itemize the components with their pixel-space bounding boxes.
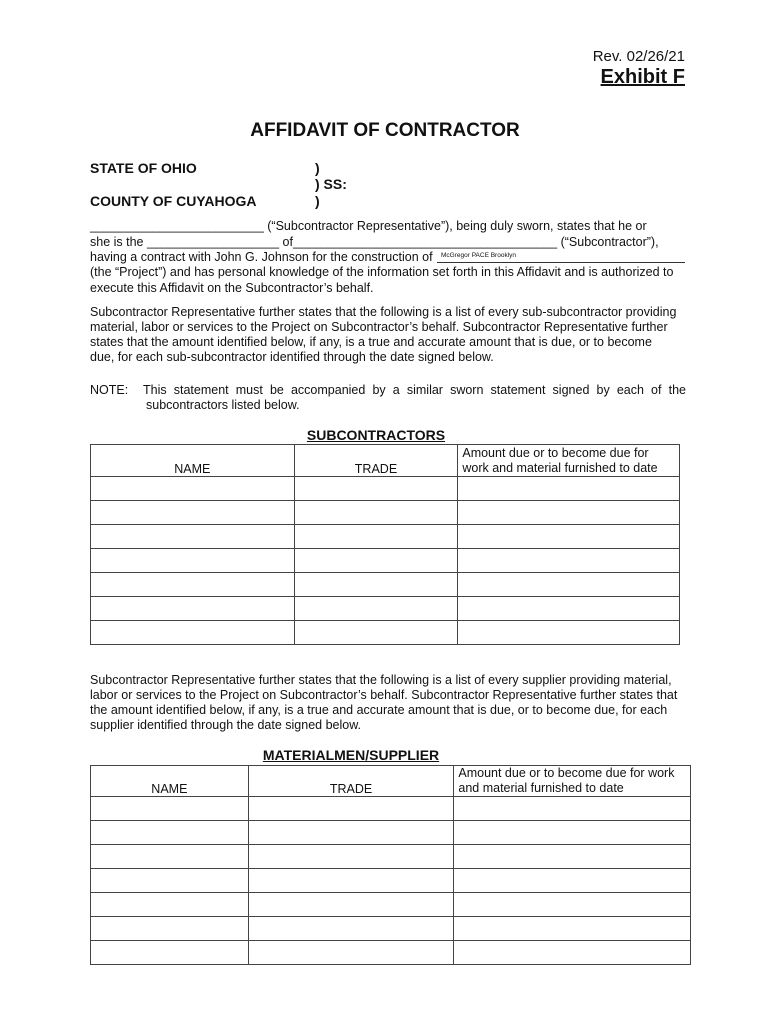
p1-line-1: Subcontractor Representative further states that the following is a list of every sub-subcontractor providing [90,305,677,319]
note-line-1: This statement must be accompanied by a similar sworn statement signed by each of the [143,383,686,397]
amount-cell[interactable] [458,477,680,501]
amount-cell[interactable] [458,501,680,525]
table-row [91,573,680,597]
trade-cell[interactable] [294,525,458,549]
table-row [91,845,691,869]
table-row [91,893,691,917]
p2-line-3: the amount identified below, if any, is a true and accurate amount that is due, or to become due, for each [90,703,668,717]
name-cell[interactable] [91,917,249,941]
trade-cell[interactable] [248,821,454,845]
trade-cell[interactable] [248,917,454,941]
amount-cell[interactable] [458,525,680,549]
trade-cell[interactable] [248,797,454,821]
document-title: AFFIDAVIT OF CONTRACTOR [250,120,520,141]
p2-line-1: Subcontractor Representative further states that the following is a list of every supplier providing material, [90,673,672,687]
intro-line-2: she is the ___________________ of______________________________________ (“Subcontractor”), [90,235,659,249]
note-line-2: subcontractors listed below. [146,398,300,412]
subcontractors-table [90,444,680,645]
county-label: COUNTY OF CUYAHOGA [90,193,257,209]
name-cell[interactable] [91,477,295,501]
col-trade: TRADE [294,445,458,477]
trade-cell[interactable] [248,845,454,869]
amount-cell[interactable] [454,797,691,821]
trade-cell[interactable] [248,941,454,965]
state-label: STATE OF OHIO [90,160,197,176]
p2-line-2: labor or services to the Project on Subcontractor’s behalf. Subcontractor Representative further states that [90,688,678,702]
table-header-row [91,445,680,477]
paragraph-suppliers [90,673,690,733]
table-row [91,477,680,501]
table-header-row [91,766,691,797]
amount-cell[interactable] [454,869,691,893]
amount-cell[interactable] [458,573,680,597]
name-cell[interactable] [91,869,249,893]
revision-date: Rev. 02/26/21 [592,48,685,65]
table-row [91,917,691,941]
subcontractors-heading: SUBCONTRACTORS [306,427,446,443]
name-cell[interactable] [91,797,249,821]
table-row [91,869,691,893]
p1-line-3: states that the amount identified below, if any, is a true and accurate amount that is due, or to become [90,335,652,349]
col-name: NAME [91,766,249,797]
trade-cell[interactable] [294,477,458,501]
table-row [91,797,691,821]
name-cell[interactable] [91,525,295,549]
table-row [91,621,680,645]
table-row [91,941,691,965]
ss-label: ) SS: [315,176,347,192]
intro-line-4: (the “Project”) and has personal knowledge of the information set forth in this Affidavit and is authorized to [90,265,674,279]
trade-cell[interactable] [294,549,458,573]
col-name: NAME [91,445,295,477]
suppliers-heading: MATERIALMEN/SUPPLIER [262,747,440,763]
intro-line-1: _________________________ (“Subcontractor Representative”), being duly sworn, states that he or [90,219,647,233]
name-cell[interactable] [91,821,249,845]
col-amount-line-1: Amount due or to become due for [462,446,649,460]
table-row [91,525,680,549]
col-amount-line-2: and material furnished to date [458,781,624,795]
amount-cell[interactable] [454,917,691,941]
suppliers-table [90,765,691,965]
paragraph-subcontractors [90,305,690,365]
name-cell[interactable] [91,893,249,917]
col-amount [458,445,680,477]
table-row [91,821,691,845]
name-cell[interactable] [91,549,295,573]
trade-cell[interactable] [248,869,454,893]
project-name-value: McGregor PACE Brooklyn [441,252,517,259]
name-cell[interactable] [91,597,295,621]
p2-line-4: supplier identified through the date signed below. [90,718,362,732]
col-amount [454,766,691,797]
p1-line-4: due, for each sub-subcontractor identified through the date signed below. [90,350,494,364]
trade-cell[interactable] [294,501,458,525]
table-row [91,501,680,525]
name-cell[interactable] [91,621,295,645]
amount-cell[interactable] [454,893,691,917]
name-cell[interactable] [91,845,249,869]
trade-cell[interactable] [294,573,458,597]
p1-line-2: material, labor or services to the Project on Subcontractor’s behalf. Subcontractor Representative further [90,320,668,334]
trade-cell[interactable] [248,893,454,917]
table-row [91,549,680,573]
trade-cell[interactable] [294,597,458,621]
name-cell[interactable] [91,573,295,597]
intro-line-5: execute this Affidavit on the Subcontractor’s behalf. [90,281,374,295]
trade-cell[interactable] [294,621,458,645]
amount-cell[interactable] [454,845,691,869]
col-trade: TRADE [248,766,454,797]
exhibit-label: Exhibit F [600,66,685,88]
paren-1: ) [315,160,320,176]
project-name-field[interactable] [437,262,685,263]
col-amount-line-2: work and material furnished to date [462,461,658,475]
name-cell[interactable] [91,501,295,525]
table-row [91,597,680,621]
col-amount-line-1: Amount due or to become due for work [458,766,675,780]
name-cell[interactable] [91,941,249,965]
intro-line-3: having a contract with John G. Johnson for the construction of [90,250,433,264]
note-label: NOTE: [90,383,129,397]
amount-cell[interactable] [458,621,680,645]
amount-cell[interactable] [458,597,680,621]
amount-cell[interactable] [458,549,680,573]
amount-cell[interactable] [454,821,691,845]
paren-3: ) [315,193,320,209]
amount-cell[interactable] [454,941,691,965]
